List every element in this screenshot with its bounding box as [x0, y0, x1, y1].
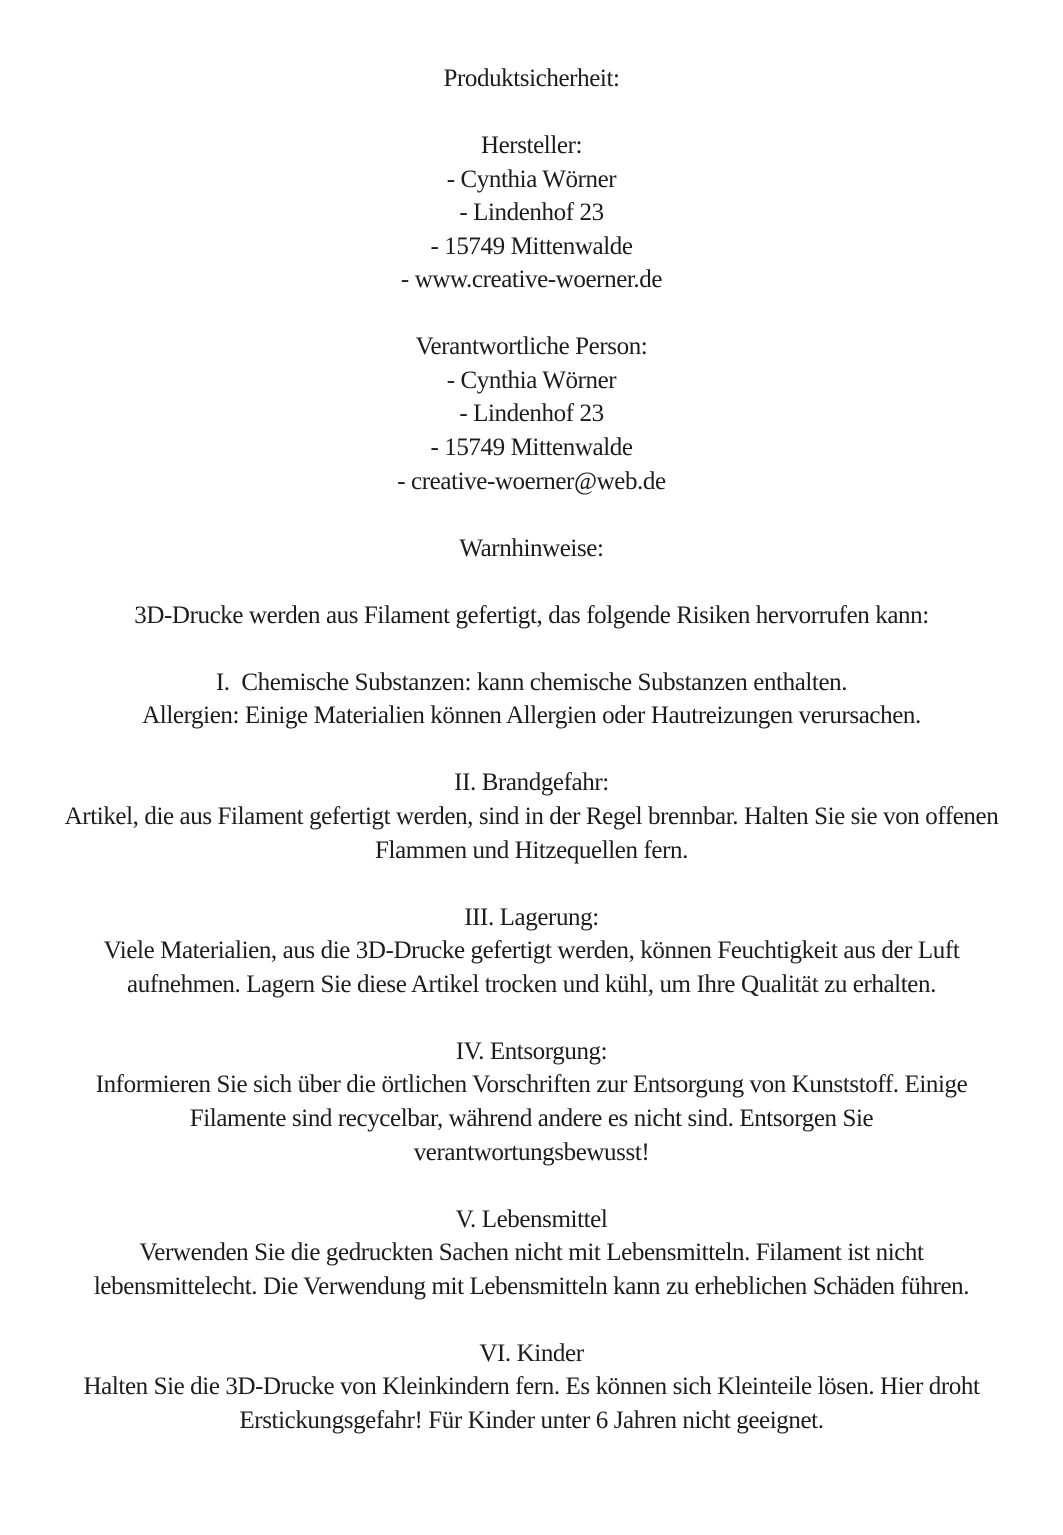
responsible-person-city: - 15749 Mittenwalde	[430, 434, 633, 462]
responsible-person-section	[4, 330, 1059, 498]
warning-heading: III. Lagerung:	[464, 903, 599, 931]
warning-line: Erstickungsgefahr! Für Kinder unter 6 Jahren nicht geeignet.	[239, 1406, 824, 1434]
warning-section-entsorgung	[4, 1035, 1059, 1169]
warning-line: Halten Sie die 3D-Drucke von Kleinkindern fern. Es können sich Kleinteile lösen. Hier droht	[83, 1373, 980, 1401]
responsible-person-street: - Lindenhof 23	[459, 400, 604, 428]
warning-line: Informieren Sie sich über die örtlichen Vorschriften zur Entsorgung von Kunststoff. Einige	[95, 1071, 968, 1099]
warnings-intro-block	[4, 599, 1059, 633]
document-title-block	[4, 62, 1059, 96]
manufacturer-name: - Cynthia Wörner	[446, 165, 617, 193]
manufacturer-heading: Hersteller:	[480, 132, 583, 160]
responsible-person-email: - creative-woerner@web.de	[397, 467, 666, 495]
manufacturer-section	[4, 129, 1059, 297]
warning-heading: V. Lebensmittel	[455, 1205, 608, 1233]
warning-section-lebensmittel	[4, 1203, 1059, 1304]
warning-section-brandgefahr	[4, 766, 1059, 867]
manufacturer-website: - www.creative-woerner.de	[400, 266, 663, 294]
warning-line: lebensmittelecht. Die Verwendung mit Lebensmitteln kann zu erheblichen Schäden führen.	[93, 1272, 970, 1300]
document-title: Produktsicherheit:	[443, 65, 620, 92]
warning-heading: II. Brandgefahr:	[454, 769, 609, 797]
warnings-heading: Warnhinweise:	[459, 534, 604, 562]
warning-section-kinder	[4, 1337, 1059, 1438]
manufacturer-street: - Lindenhof 23	[459, 199, 604, 227]
warning-section-chemische-substanzen	[4, 666, 1059, 733]
warnings-intro: 3D-Drucke werden aus Filament gefertigt, das folgende Risiken hervorrufen kann:	[134, 601, 929, 629]
warning-heading: IV. Entsorgung:	[455, 1037, 608, 1065]
warning-line: Filamente sind recycelbar, während andere es nicht sind. Entsorgen Sie	[189, 1104, 874, 1132]
warning-line: I. Chemische Substanzen: kann chemische Substanzen enthalten.	[215, 668, 848, 696]
warning-heading: VI. Kinder	[479, 1339, 584, 1367]
warning-line: Allergien: Einige Materialien können Allergien oder Hautreizungen verursachen.	[142, 702, 921, 730]
responsible-person-heading: Verantwortliche Person:	[415, 333, 648, 361]
warning-line: aufnehmen. Lagern Sie diese Artikel trocken und kühl, um Ihre Qualität zu erhalten.	[127, 970, 936, 998]
responsible-person-name: - Cynthia Wörner	[446, 366, 617, 394]
manufacturer-city: - 15749 Mittenwalde	[430, 232, 633, 260]
warning-line: Viele Materialien, aus die 3D-Drucke gefertigt werden, können Feuchtigkeit aus der Luft	[103, 937, 960, 965]
warning-line: verantwortungsbewusst!	[413, 1138, 650, 1166]
warning-line: Artikel, die aus Filament gefertigt werden, sind in der Regel brennbar. Halten Sie sie von offenen	[64, 803, 999, 831]
warning-section-lagerung	[4, 901, 1059, 1002]
warning-line: Verwenden Sie die gedruckten Sachen nicht mit Lebensmitteln. Filament ist nicht	[139, 1239, 924, 1267]
warnings-heading-block	[4, 532, 1059, 566]
warning-line: Flammen und Hitzequellen fern.	[375, 836, 688, 864]
